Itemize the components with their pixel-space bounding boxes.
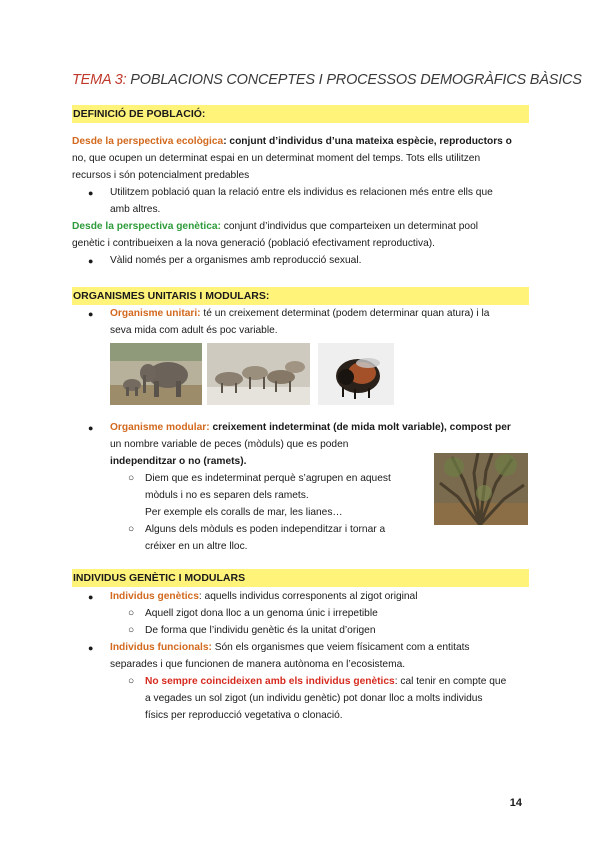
section-heading-organismes: ORGANISMES UNITARIS I MODULARS: xyxy=(72,287,529,305)
unitari-line1: Organisme unitari: té un creixement determinat (podem determinar quan atura) i la xyxy=(110,308,490,319)
modular-sub2a: Alguns dels mòduls es poden independitzar i tornar a xyxy=(145,524,386,535)
gen-definition-line1: Desde la perspectiva genètica: conjunt d’individus que comparteixen un determinat pool xyxy=(72,221,479,232)
elephants-photo xyxy=(110,343,202,405)
wolves-photo xyxy=(207,343,310,405)
modular-line1: Organisme modular: creixement indeterminat (de mida molt variable), compost per xyxy=(110,422,511,433)
eco-bullet-cont: amb altres. xyxy=(110,204,161,215)
modular-line2: un nombre variable de peces (mòduls) que es poden xyxy=(110,439,349,450)
genetics-sub1: Aquell zigot dona lloc a un genoma únic i irrepetible xyxy=(145,608,378,619)
eco-definition-line1: Desde la perspectiva ecològica: conjunt d’individus d’una mateixa espècie, reproductors o xyxy=(72,136,512,147)
bullet-dot: ● xyxy=(88,188,94,198)
modular-sub1b: mòduls i no es separen dels ramets. xyxy=(145,490,309,501)
bullet-dot: ● xyxy=(88,643,94,653)
sub-bullet-circle: ○ xyxy=(128,608,135,619)
sub-bullet-circle: ○ xyxy=(128,676,135,687)
individus-funcionals-line1: Individus funcionals: Són els organismes que veiem físicament com a entitats xyxy=(110,642,470,653)
section-heading-individus: INDIVIDUS GENÈTIC I MODULARS xyxy=(72,569,529,587)
modular-line3: independitzar o no (ramets). xyxy=(110,456,247,467)
individus-funcionals-line2: separades i que funcionen de manera autònoma en l’ecosistema. xyxy=(110,659,406,670)
unitari-line2: seva mida com adult és poc variable. xyxy=(110,325,278,336)
sub-bullet-circle: ○ xyxy=(128,473,135,484)
bullet-dot: ● xyxy=(88,256,94,266)
modular-sub1a: Diem que es indeterminat perquè s’agrupen en aquest xyxy=(145,473,391,484)
warning-line1: No sempre coincideixen amb els individus genètics: cal tenir en compte que xyxy=(145,676,507,687)
tree-photo xyxy=(434,453,528,525)
genetics-sub2: De forma que l’individu genètic és la unitat d’origen xyxy=(145,625,376,636)
bullet-dot: ● xyxy=(88,592,94,602)
warning-line3: físics per reproducció vegetativa o clonació. xyxy=(145,710,343,721)
modular-sub2b: créixer en un altre lloc. xyxy=(145,541,248,552)
section-heading-poblacio: DEFINICIÓ DE POBLACIÓ: xyxy=(72,105,529,123)
eco-definition-line2: no, que ocupen un determinat espai en un determinat moment del temps. Tots ells utilitzen xyxy=(72,153,481,164)
eco-bullet: Utilitzem població quan la relació entre els individus es relacionen més entre ells que xyxy=(110,187,493,198)
sub-bullet-circle: ○ xyxy=(128,625,135,636)
eco-definition-line3: recursos i són potencialment predables xyxy=(72,170,250,181)
bumblebee-photo xyxy=(318,343,394,405)
individus-genetics: Individus genètics: aquells individus corresponents al zigot original xyxy=(110,591,418,602)
bullet-dot: ● xyxy=(88,423,94,433)
warning-line2: a vegades un sol zigot (un individu genètic) pot donar lloc a molts individus xyxy=(145,693,483,704)
page-title: TEMA 3: POBLACIONS CONCEPTES I PROCESSOS DEMOGRÀFICS BÀSICS xyxy=(72,72,582,88)
bullet-dot: ● xyxy=(88,309,94,319)
gen-definition-line2: genètic i contribueixen a la nova generació (població efectivament reproductiva). xyxy=(72,238,435,249)
gen-bullet: Vàlid només per a organismes amb reproducció sexual. xyxy=(110,255,362,266)
sub-bullet-circle: ○ xyxy=(128,524,135,535)
modular-sub1c: Per exemple els coralls de mar, les lianes… xyxy=(145,507,343,518)
page-number: 14 xyxy=(509,797,522,809)
